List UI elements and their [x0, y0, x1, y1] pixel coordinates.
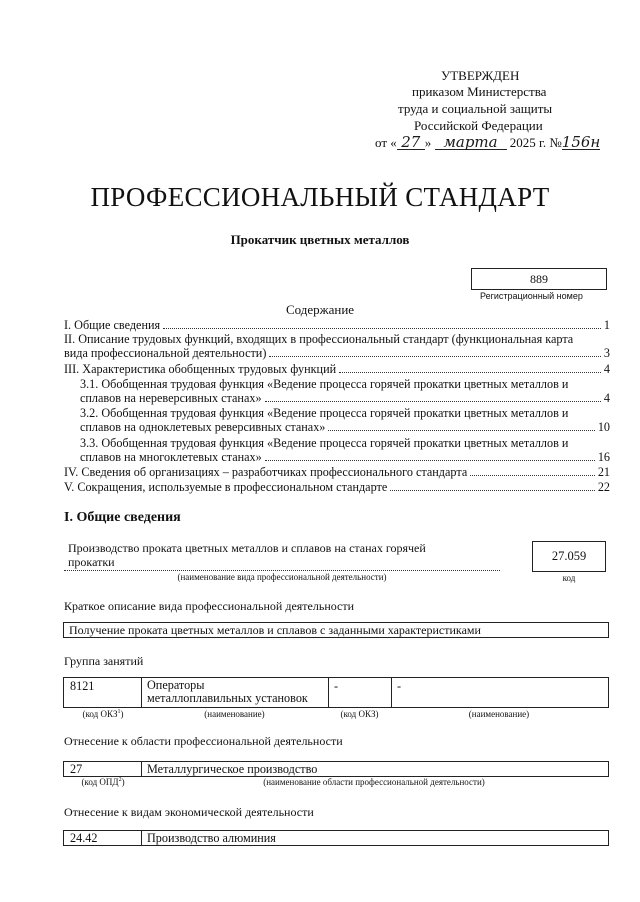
toc-item-text: IV. Сведения об организациях – разработчиках профессионального стандарта	[64, 465, 468, 479]
toc-item-text-cont: сплавов на одноклетевых реверсивных станах»	[80, 420, 326, 434]
toc-item-page: 1	[603, 318, 610, 332]
registration-number: 889	[530, 272, 548, 286]
okz-name-1-line-2: металлоплавильных установок	[147, 691, 308, 705]
approval-line-1: приказом Министерства	[412, 84, 547, 99]
opd-name-caption: (наименование области профессиональной деятельности)	[263, 777, 485, 787]
document-title: ПРОФЕССИОНАЛЬНЫЙ СТАНДАРТ	[90, 182, 550, 212]
occupation-group-table	[63, 677, 609, 708]
toc-item-3-1[interactable]	[80, 377, 610, 405]
activity-code: 27.059	[551, 549, 587, 563]
okz-name-2: -	[397, 679, 402, 693]
date-year: 2025 г. №	[509, 135, 562, 150]
toc-item-text: 3.1. Обобщенная трудовая функция «Ведение процесса горячей прокатки цветных металлов и	[80, 377, 569, 391]
okved-code: 24.42	[70, 831, 98, 845]
date-prefix: от «	[375, 135, 397, 150]
okz-code-2: -	[334, 679, 339, 693]
okz-name-caption: (наименование)	[204, 709, 265, 719]
date-day-handwritten: 27	[397, 135, 425, 150]
occupation-group-label: Группа занятий	[64, 654, 144, 668]
toc-item-page: 16	[597, 450, 610, 464]
toc-item-text: I. Общие сведения	[64, 318, 161, 332]
okz-code-caption: (код ОКЗ$^1$)	[82, 709, 124, 719]
economic-activity-table	[63, 830, 609, 846]
toc-item-text: III. Характеристика обобщенных трудовых функций	[64, 362, 337, 376]
brief-description-text: Получение проката цветных металлов и сплавов с заданными характеристиками	[69, 623, 481, 637]
toc-item-4[interactable]	[64, 465, 610, 479]
toc-item-page: 4	[603, 391, 610, 405]
date-mid: »	[424, 135, 432, 150]
toc-item-page: 3	[603, 346, 610, 360]
toc-item-text-cont: сплавов на нереверсивных станах»	[80, 391, 262, 405]
toc-item-1[interactable]	[64, 318, 610, 332]
okz-code-2-caption: (код ОКЗ)	[340, 709, 379, 719]
document-subtitle: Прокатчик цветных металлов	[230, 232, 410, 247]
opd-code: 27	[70, 762, 83, 776]
toc-item-5[interactable]	[64, 480, 610, 494]
opd-name: Металлургическое производство	[147, 762, 318, 776]
order-number-handwritten: 156н	[561, 133, 601, 151]
okved-name: Производство алюминия	[147, 831, 276, 845]
approval-line-3: Российской Федерации	[414, 118, 543, 133]
registration-number-label: Регистрационный номер	[480, 291, 583, 301]
toc-item-text-cont: вида профессиональной деятельности)	[64, 346, 267, 360]
professional-area-label: Отнесение к области профессиональной деятельности	[64, 734, 343, 748]
professional-area-table	[63, 761, 609, 777]
economic-activity-label: Отнесение к видам экономической деятельности	[64, 805, 314, 819]
okz-code-1: 8121	[70, 679, 95, 693]
toc-item-page: 21	[597, 465, 610, 479]
approval-title: УТВЕРЖДЕН	[441, 68, 520, 83]
toc-item-3-2[interactable]	[80, 406, 610, 434]
approval-date-line	[375, 135, 600, 151]
okz-name-1-line-1: Операторы	[147, 678, 205, 692]
toc-item-page: 10	[597, 420, 610, 434]
toc-item-2[interactable]	[64, 332, 610, 360]
activity-name	[68, 541, 426, 569]
activity-name-line-2: прокатки	[68, 555, 115, 569]
registration-number-box	[471, 268, 607, 290]
activity-name-line-1: Производство проката цветных металлов и сплавов на станах горячей	[68, 541, 426, 555]
date-month-handwritten: марта	[435, 135, 507, 150]
toc-item-page: 4	[603, 362, 610, 376]
toc-item-text: V. Сокращения, используемые в профессиональном стандарте	[64, 480, 388, 494]
toc-item-text-cont: сплавов на многоклетевых станах»	[80, 450, 262, 464]
brief-description-box	[63, 622, 609, 638]
toc-item-page: 22	[597, 480, 610, 494]
toc-item-text: II. Описание трудовых функций, входящих в профессиональный стандарт (функциональная карта	[64, 332, 574, 346]
toc-item-3-3[interactable]	[80, 436, 610, 464]
activity-caption: (наименование вида профессиональной деятельности)	[177, 572, 387, 582]
toc-item-3[interactable]	[64, 362, 610, 376]
section-1-heading: I. Общие сведения	[64, 510, 181, 525]
opd-code-caption: (код ОПД$^2$)	[81, 777, 125, 787]
toc-item-text: 3.3. Обобщенная трудовая функция «Ведение процесса горячей прокатки цветных металлов и	[80, 436, 569, 450]
toc-heading: Содержание	[285, 302, 355, 317]
okz-name-2-caption: (наименование)	[468, 709, 530, 719]
toc-item-text: 3.2. Обобщенная трудовая функция «Ведение процесса горячей прокатки цветных металлов и	[80, 406, 569, 420]
okz-name-1	[147, 679, 308, 705]
code-caption: код	[562, 573, 576, 583]
brief-description-label: Краткое описание вида профессиональной деятельности	[64, 599, 355, 613]
approval-line-2: труда и социальной защиты	[398, 101, 553, 116]
activity-code-box	[532, 541, 606, 572]
